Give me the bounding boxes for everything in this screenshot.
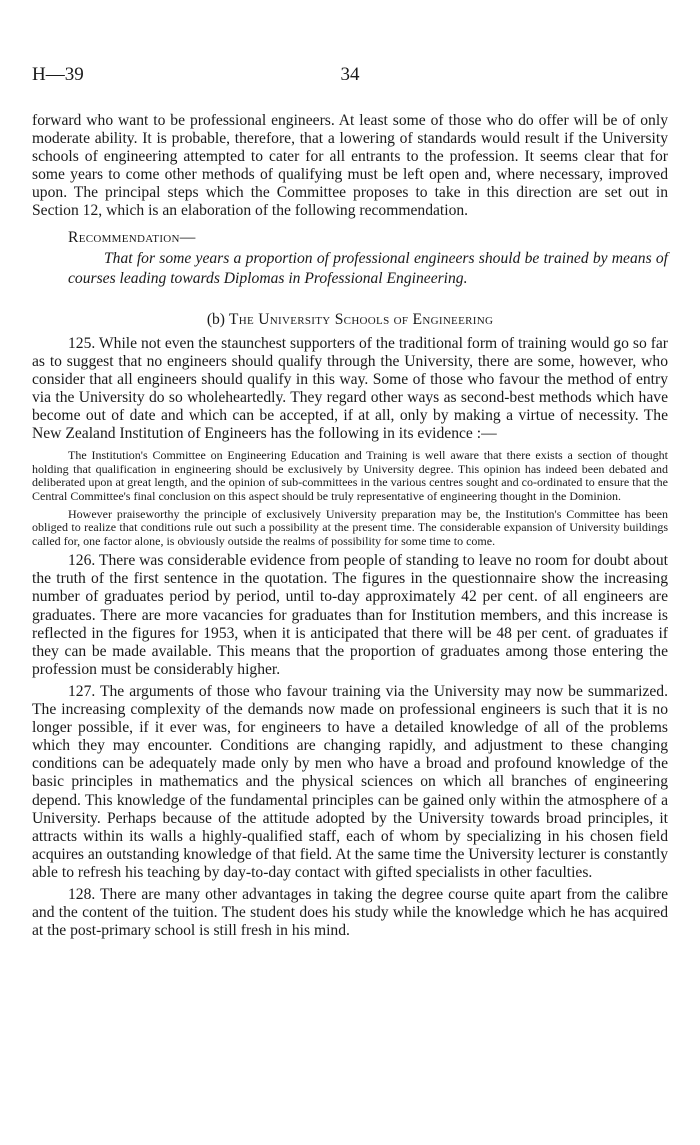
page-number: 34 xyxy=(340,64,360,85)
document-body xyxy=(32,112,668,940)
recommendation-text: That for some years a proportion of professional engineers should be trained by means of courses leading towards Diplomas in Professional Engineering. xyxy=(68,249,668,287)
quotation-2: However praiseworthy the principle of exclusively University preparation may be, the Institution's Committee has been obliged to realize that conditions rule out such a possibility at the present time. The considerable expansion of University buildings called for, one factor alone, is obviously outside the realms of possibility for some time to come. xyxy=(32,506,668,548)
section-title: The University Schools of Engineering xyxy=(228,310,494,328)
section-letter: (b) xyxy=(206,310,225,328)
paragraph-intro: forward who want to be professional engineers. At least some of those who do offer will be of only moderate ability. It is probable, therefore, that a lowering of standards would result if the University schools of engineering attempted to cater for all entrants to the profession. It seems clear that for some years to come other methods of qualifying must be left open and, where necessary, improved upon. The principal steps which the Committee proposes to take in this direction are set out in Section 12, which is an elaboration of the following recommendation. xyxy=(32,112,668,220)
paragraph-127: 127. The arguments of those who favour training via the University may now be summarized. The increasing complexity of the demands now made on professional engineers is such that it is no longer possible, if it ever was, for engineers to have a detailed knowledge of all of the problems which they may encounter. Conditions are changing rapidly, and adjustment to these changing conditions can be adequately made only by men who have a broad and profound knowledge of the basic principles in mathematics and the physical sciences on which all branches of engineering depend. This knowledge of the fundamental principles can be gained only within the atmosphere of a University. Perhaps because of the attitude adopted by the University towards broad principles, it attracts within its walls a highly-qualified staff, each of whom by specializing in his chosen field acquires an outstanding knowledge of that field. At the same time the University lecturer is constantly able to refresh his teaching by day-to-day contact with gifted specialists in other faculties. xyxy=(32,682,668,881)
section-heading xyxy=(32,311,668,329)
paragraph-125: 125. While not even the staunchest supporters of the traditional form of training would go so far as to suggest that no engineers should qualify through the University, there are some, however, who consider that all engineers should qualify in this way. Some of those who favour the method of entry via the University do so wholeheartedly. They regard other ways as second-best methods which have become out of date and which can be accepted, if at all, only by making a virtue of necessity. The New Zealand Institution of Engineers has the following in its evidence :— xyxy=(32,334,668,443)
paragraph-128: 128. There are many other advantages in taking the degree course quite apart from the calibre and the content of the tuition. The student does his study while the knowledge which he has acquired at the post-primary school is still fresh in his mind. xyxy=(32,885,668,940)
page-header xyxy=(32,64,668,88)
paragraph-126: 126. There was considerable evidence from people of standing to leave no room for doubt about the truth of the first sentence in the quotation. The figures in the questionnaire show the increasing number of graduates period by period, until to-day approximately 42 per cent. of all engineers are graduates. There are more vacancies for graduates than for Institution members, and this increase is reflected in the figures for 1953, when it is anticipated that there will be 48 per cent. of graduates if they can be made available. This means that the proportion of graduates among those entering the profession must be considerably higher. xyxy=(32,552,668,678)
document-code: H—39 xyxy=(32,64,84,85)
quotation-1: The Institution's Committee on Engineering Education and Training is well aware that there exists a section of thought holding that qualification in engineering should be exclusively by University degree. This opinion has indeed been debated and deliberated upon at great length, and the opinion of sub-committees in the various centres sought and co-ordinated to ensure that the Central Committee's final conclusion on this aspect should be truly representative of engineering thought in the Dominion. xyxy=(32,448,668,503)
recommendation-label: Recommendation— xyxy=(68,228,196,246)
